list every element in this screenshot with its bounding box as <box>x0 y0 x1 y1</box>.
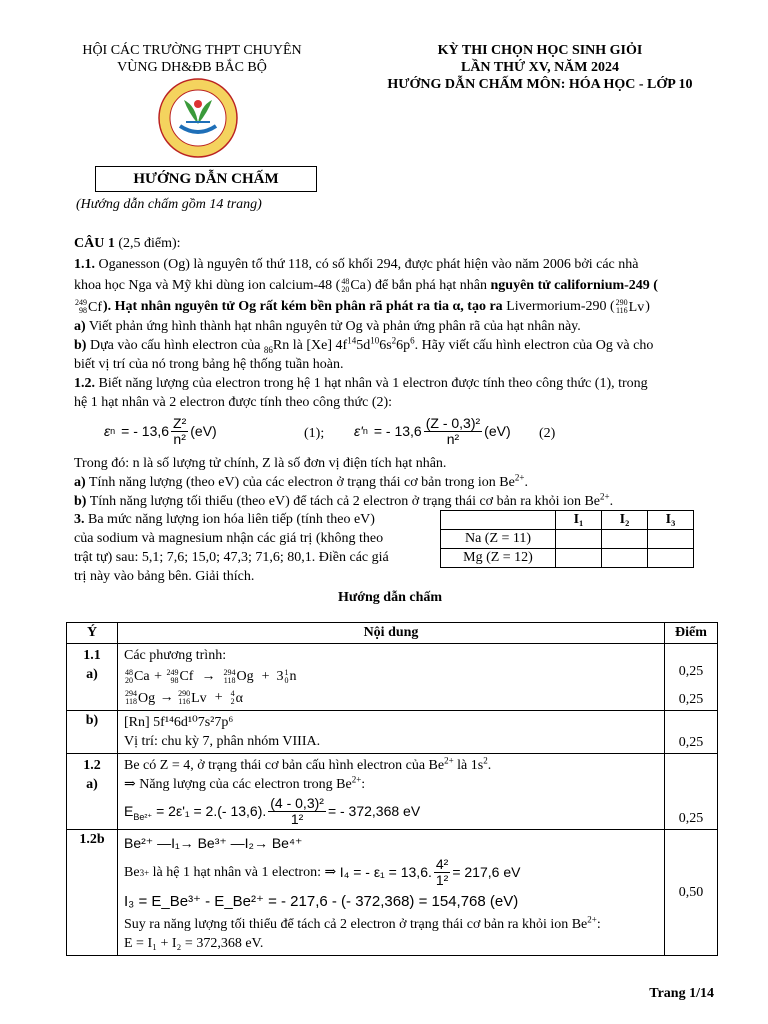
para-1-1-text-a: Oganesson (Og) là nguyên tố thứ 118, có số khối 294, được phát hiện vào năm 2006 bởi các nhà <box>98 257 639 272</box>
exam-session: LẦN THỨ XV, NĂM 2024 <box>460 60 620 75</box>
col-content: Nội dung <box>118 623 665 644</box>
para-1-2-text-a: Biết năng lượng của electron trong hệ 1 hạt nhân và 1 electron được tính theo công thức (1), trong <box>98 375 648 391</box>
formula-row <box>74 414 714 454</box>
para-3-l3: trật tự) sau: 5,1; 7,6; 15,0; 47,3; 71,6; 80,1. Điền các giá <box>74 550 389 565</box>
para-1-1 <box>74 255 714 274</box>
formula-2-eq: = - 13,6 <box>373 422 422 439</box>
row2-label: b) <box>67 711 118 754</box>
row2-config: [Rn] 5f¹⁴6d¹⁰7s²7p⁶ <box>124 715 234 730</box>
rn-atomic-number: 86 <box>263 344 273 355</box>
row3-text2: ⇒ Năng lượng của các electron trong Be <box>124 777 352 792</box>
para-1-1-num: 1.1. <box>74 257 95 272</box>
item-b-text4: 6s <box>379 337 392 353</box>
table-row <box>67 644 718 711</box>
para-1-2-text-b: hệ 1 hạt nhân và 2 electron được tính theo công thức (2): <box>74 394 393 410</box>
row4-eq1-result: = 217,6 eV <box>452 864 521 880</box>
item-b-text1: Dựa vào cấu hình electron của <box>89 337 261 353</box>
para-3-num: 3. <box>74 512 85 527</box>
row4-score: 0,50 <box>665 830 718 956</box>
guide-title: Hướng dẫn chấm <box>337 590 443 605</box>
page-count-note: (Hướng dẫn chấm gồm 14 trang) <box>76 197 262 212</box>
item-b-text3: 5d <box>356 337 371 353</box>
row4-content: Be²⁺ —I₁→ Be³⁺ —I₂→ Be⁴⁺ Be 3+ là hệ 1 hạt nhân và 1 electron: ⇒ I₄ = - ε₁ = 13,6. $\frac{\text{4²}}{\text{1²}}$ = 217,6 eV I₃ = E_Be³⁺ - E_Be²⁺ = - 217,6 - (- 372,368) = 154,768 (eV) Suy ra năng lượng tối thiểu để tách cả 2 electron ở trạng thái cơ bản ra khỏi ion $Be^{2+}$: E = I₁ + I₂ = 372,368 eV. <box>118 830 665 956</box>
row4-line1: Be 3+ là hệ 1 hạt nhân và 1 electron: ⇒ I₄ = - ε₁ = 13,6. $\frac{\text{4²}}{\text{1²}}$ = 217,6 eV <box>124 856 521 888</box>
row3-score: 0,25 <box>665 754 718 830</box>
row4-text1: Be <box>124 865 140 880</box>
item-b-text6: . Hãy viết cấu hình electron của Og và cho <box>414 337 654 353</box>
nuclide-lv290: 290 116 Lv <box>615 298 645 316</box>
row3-label <box>67 754 118 830</box>
row4-eq2: I₃ = E_Be³⁺ - E_Be²⁺ = - 217,6 - (- 372,368) = 154,768 (eV) <box>124 893 519 910</box>
para-1-2-num: 1.2. <box>74 375 95 391</box>
logo-emblem-icon <box>158 78 238 158</box>
question-heading <box>74 234 714 253</box>
nuclide-ca48: 48 20 Ca <box>341 276 366 294</box>
row4-label: 1.2b <box>67 830 118 956</box>
row3-text1b: là 1s <box>457 758 484 773</box>
row1-score <box>665 644 718 711</box>
row4-eq1-num: 4² <box>435 856 449 872</box>
item-a2-label: a) <box>74 474 86 490</box>
row1-title: Các phương trình: <box>124 648 227 663</box>
formula-1-den: n² <box>173 430 186 447</box>
row3-text1: Be có Z = 4, ở trạng thái cơ bản cấu hình electron của Be <box>124 758 445 773</box>
item-b2-label: b) <box>74 493 87 509</box>
guide-box-title: HƯỚNG DẪN CHẤM <box>95 166 317 192</box>
table-row <box>441 530 694 549</box>
row4-text1b: là hệ 1 hạt nhân và 1 electron: ⇒ <box>152 865 337 880</box>
exam-name: KỲ THI CHỌN HỌC SINH GIỎI <box>437 43 643 58</box>
exam-subject: HƯỚNG DẪN CHẤM MÔN: HÓA HỌC - LỚP 10 <box>387 77 693 92</box>
header-right <box>335 42 745 93</box>
reaction-1: 48 20 Ca + 249 98 Cf → 294 118 Og + 3 1 0 n <box>125 667 297 685</box>
para-1-1-text-c: ) để bắn phá hạt nhân <box>366 278 488 293</box>
formula-2: ε' n = - 13,6 $\frac{\text{(Z - 0,3)²}}{\text{n²}}$ (eV) <box>354 414 511 447</box>
formula-1-eq: = - 13,6 <box>121 422 170 439</box>
header-org: HỘI CÁC TRƯỜNG THPT CHUYÊN <box>82 43 302 58</box>
ion-row-na: Na (Z = 11) <box>441 530 556 549</box>
row2-content <box>118 711 665 754</box>
ion-cell <box>556 549 602 568</box>
para-1-1-text-f: Livermorium-290 ( <box>506 299 615 315</box>
item-a-label: a) <box>74 318 86 334</box>
row3-eq-result: = - 372,368 eV <box>327 803 421 819</box>
ionization-table <box>440 510 694 568</box>
reaction-2: 294 118 Og → 290 116 Lv + 4 2 α <box>125 689 243 707</box>
formula-2-num: (Z - 0,3)² <box>425 414 481 431</box>
row3-label-1: 1.2 <box>83 758 101 773</box>
para-3 <box>74 510 422 586</box>
header-region: VÙNG DH&ĐB BẮC BỘ <box>117 60 267 75</box>
question-points: (2,5 điểm): <box>118 236 181 251</box>
item-b-label: b) <box>74 337 87 353</box>
ion-th-i2: I₂ <box>602 511 648 530</box>
page-number: Trang 1/14 <box>649 986 714 1001</box>
formula-1: ε n = - 13,6 $\frac{\text{Z²}}{\text{n²}}$ (eV) <box>104 414 217 447</box>
row1-score-1: 0,25 <box>678 664 704 679</box>
row3-eq-lhs: = 2ε'₁ = 2.(- 13,6). <box>156 803 267 819</box>
table-row <box>441 549 694 568</box>
item-a-text: Viết phản ứng hình thành hạt nhân nguyên tử Og và phản ứng phân rã của hạt nhân này. <box>88 318 581 334</box>
ion-cell <box>648 549 694 568</box>
question-label: CÂU 1 <box>74 236 115 251</box>
formula-2-lhs: ε' <box>354 422 363 439</box>
para-1-1-text-e: ). Hạt nhân nguyên tử Og rất kém bền phân rã phát ra tia α, tạo ra <box>103 299 503 315</box>
ion-th-i3: I₃ <box>648 511 694 530</box>
ion-row-mg: Mg (Z = 12) <box>441 549 556 568</box>
ion-cell <box>648 530 694 549</box>
ion-table-header <box>441 511 694 530</box>
para-1-1-text-g: ) <box>645 299 650 315</box>
row3-content: Be có Z = 4, ở trạng thái cơ bản cấu hình electron của $Be^{2+}$ là $1s^2$. ⇒ Năng lượng của các electron trong $Be^{2+}$: $E_{Be^{2+}}$ = 2ε'₁ = 2.(- 13,6). $\frac{\text{(4 - 0,3)²}}{\text{1²}}$ = - 372,368 eV <box>118 754 665 830</box>
item-b-text2: Rn là [Xe] 4f <box>272 337 348 353</box>
row2-score: 0,25 <box>665 711 718 754</box>
item-a2-text: Tính năng lượng (theo eV) của các electron ở trạng thái cơ bản trong ion Be <box>88 474 515 490</box>
table-row <box>67 711 718 754</box>
ion-th-i1: I₁ <box>556 511 602 530</box>
para-3-l4: trị này vào bảng bên. Giải thích. <box>74 569 255 584</box>
row1-label-1: 1.1 <box>83 648 101 663</box>
row1-score-2: 0,25 <box>678 692 704 707</box>
grading-table-header <box>67 623 718 644</box>
school-logo <box>158 78 238 158</box>
para-3-l2: của sodium và magnesium nhận các giá trị (không theo <box>74 531 384 546</box>
row3-eq-den: 1² <box>290 811 304 827</box>
row2-position: Vị trí: chu kỳ 7, phân nhóm VIIIA. <box>124 734 321 749</box>
item-b-text7: biết vị trí của nó trong bảng hệ thống tuần hoàn. <box>74 356 344 372</box>
nuclide-cf249: 249 98 Cf <box>75 298 102 316</box>
para-1-1-text-d: nguyên tử californium-249 ( <box>490 278 658 293</box>
row3-equation: $E_{Be^{2+}}$ = 2ε'₁ = 2.(- 13,6). $\frac{\text{(4 - 0,3)²}}{\text{1²}}$ = - 372,368 eV <box>124 795 421 827</box>
formula-1-unit: (eV) <box>190 422 217 439</box>
formula-1-tag: (1); <box>304 425 325 441</box>
formula-1-num: Z² <box>173 414 187 431</box>
table-row <box>67 830 718 956</box>
col-score: Điểm <box>665 623 718 644</box>
ion-th-blank <box>441 511 556 530</box>
question-block <box>74 234 714 511</box>
para-3-l1: Ba mức năng lượng ion hóa liên tiếp (tính theo eV) <box>88 512 375 527</box>
para-1-2 <box>74 374 714 393</box>
item-b2-text: Tính năng lượng tối thiểu (theo eV) để tách cả 2 electron ở trạng thái cơ bản ra khỏi ion Be <box>89 493 601 509</box>
row4-chain: Be²⁺ —I₁→ Be³⁺ —I₂→ Be⁴⁺ <box>124 835 303 851</box>
row3-label-2: a) <box>86 777 98 792</box>
formula-2-tag: (2) <box>539 425 556 441</box>
table-row <box>67 754 718 830</box>
row4-text3: Suy ra năng lượng tối thiểu để tách cả 2 electron ở trạng thái cơ bản ra khỏi ion Be <box>124 917 588 932</box>
row4-eq1-den: 1² <box>435 872 449 888</box>
item-b-text5: 6p <box>396 337 411 353</box>
para-1-1-line3 <box>74 297 714 316</box>
para-1-1-line2 <box>74 276 714 295</box>
para-1-1-text-b: khoa học Nga và Mỹ khi dùng ion calcium-48 ( <box>74 278 341 293</box>
grading-table <box>66 622 718 956</box>
row1-content <box>118 644 665 711</box>
row3-eq-num: (4 - 0,3)² <box>270 795 324 811</box>
item-a2: a) Tính năng lượng (theo eV) của các electron ở trạng thái cơ bản trong ion $Be^{2+}$. <box>74 471 528 490</box>
item-a <box>74 317 714 336</box>
ion-cell <box>602 549 648 568</box>
header-left <box>58 42 326 76</box>
formula-2-unit: (eV) <box>484 422 511 439</box>
row4-eq1: I₄ = - ε₁ = 13,6. <box>339 864 432 880</box>
row1-label <box>67 644 118 711</box>
ion-cell <box>556 530 602 549</box>
formula-2-den: n² <box>446 430 460 447</box>
row4-text4: E = I₁ + I₂ = 372,368 eV. <box>124 936 264 951</box>
item-b: b) Dựa vào cấu hình electron của $_{86}$Rn là [Xe] $4f^{14}5d^{10}6s^26p^6$. Hãy viết cấu hình electron của Og và cho <box>74 334 654 355</box>
row1-label-2: a) <box>86 667 98 682</box>
formula-where: Trong đó: n là số lượng tử chính, Z là số đơn vị điện tích hạt nhân. <box>74 455 447 471</box>
formula-1-lhs: ε <box>104 422 111 439</box>
ion-cell <box>602 530 648 549</box>
item-b2: b) Tính năng lượng tối thiểu (theo eV) để tách cả 2 electron ở trạng thái cơ bản ra khỏi ion $Be^{2+}$. <box>74 490 614 509</box>
col-y: Ý <box>67 623 118 644</box>
